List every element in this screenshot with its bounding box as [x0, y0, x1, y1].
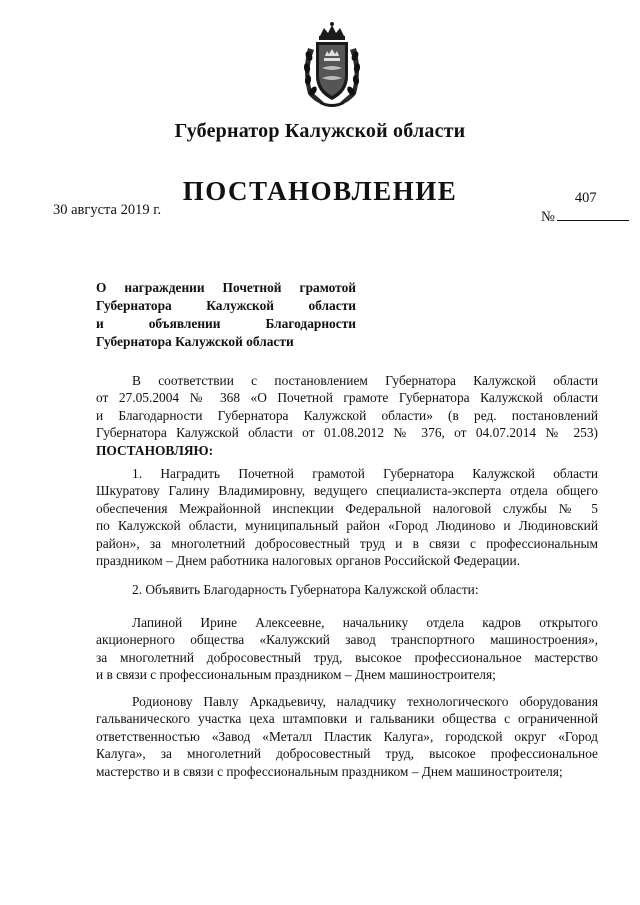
- subject-line: Губернатора Калужской области: [96, 334, 294, 349]
- text-line: и в связи с профессиональным праздником – Днем машиностроителя;: [96, 667, 496, 683]
- text-line: за многолетний добросовестный труд, высокое профессиональное мастерство: [96, 649, 598, 665]
- text-line: Родионову Павлу Аркадьевичу, наладчику технологического оборудования: [132, 694, 598, 709]
- text-line: Калуга», за многолетний добросовестный труд, высокое профессиональное: [96, 746, 598, 762]
- document-number: [541, 190, 629, 226]
- person-1-paragraph: [96, 614, 598, 684]
- number-value: 407: [574, 190, 597, 206]
- number-underline: [557, 190, 629, 221]
- item-1-paragraph: [96, 465, 598, 569]
- issuing-authority: Губернатор Калужской области: [174, 120, 466, 142]
- person-2-paragraph: [96, 693, 598, 780]
- text-line: район», за многолетний добросовестный труд и в связи с профессиональным: [96, 535, 598, 551]
- text-line: Шкуратову Галину Владимировну, ведущего специалиста-эксперта отдела общего: [96, 483, 598, 499]
- text-line: по Калужской области, муниципальный район «Город Людиново и Людиновский: [96, 518, 598, 534]
- text-line: гальванического участка цеха штамповки и гальваники общества с ограниченной: [96, 711, 598, 727]
- text-line: Лапиной Ирине Алексеевне, начальнику отдела кадров открытого: [132, 615, 598, 630]
- text-line: ответственностью «Завод «Металл Пластик Калуга», городской округ «Город: [96, 728, 598, 744]
- text-line: 2. Объявить Благодарность Губернатора Калужской области:: [132, 582, 479, 597]
- text-line: и Благодарности Губернатора Калужской области» (в ред. постановлений: [96, 407, 598, 423]
- text-line: от 27.05.2004 № 368 «О Почетной грамоте Губернатора Калужской области: [96, 390, 598, 406]
- text-line: В соответствии с постановлением Губернатора Калужской области: [132, 373, 598, 388]
- subject-line: О награждении Почетной грамотой: [96, 280, 356, 295]
- document-type-title: ПОСТАНОВЛЕНИЕ: [182, 176, 458, 206]
- text-line: Губернатора Калужской области от 01.08.2012 № 376, от 04.07.2014 № 253): [96, 425, 598, 441]
- text-line: праздником – Днем работника налоговых органов Российской Федерации.: [96, 553, 521, 569]
- preamble-paragraph: [96, 372, 598, 459]
- document-date: 30 августа 2019 г.: [53, 202, 162, 218]
- text-line: акционерного общества «Калужский завод транспортного машиностроения»,: [96, 632, 598, 648]
- item-2-heading: [96, 581, 598, 598]
- text-line: обеспечения Межрайонной инспекции Федеральной налоговой службы № 5: [96, 500, 598, 516]
- document-subject: [96, 279, 356, 351]
- coat-of-arms-icon: [298, 20, 366, 108]
- text-line: 1. Наградить Почетной грамотой Губернатора Калужской области: [132, 466, 598, 481]
- decree-word: ПОСТАНОВЛЯЮ:: [96, 442, 214, 458]
- text-line: мастерство и в связи с профессиональным праздником – Днем машиностроителя;: [96, 763, 563, 779]
- subject-line: и объявлении Благодарности: [96, 316, 356, 331]
- subject-line: Губернатора Калужской области: [96, 298, 356, 313]
- number-prefix: №: [541, 209, 555, 225]
